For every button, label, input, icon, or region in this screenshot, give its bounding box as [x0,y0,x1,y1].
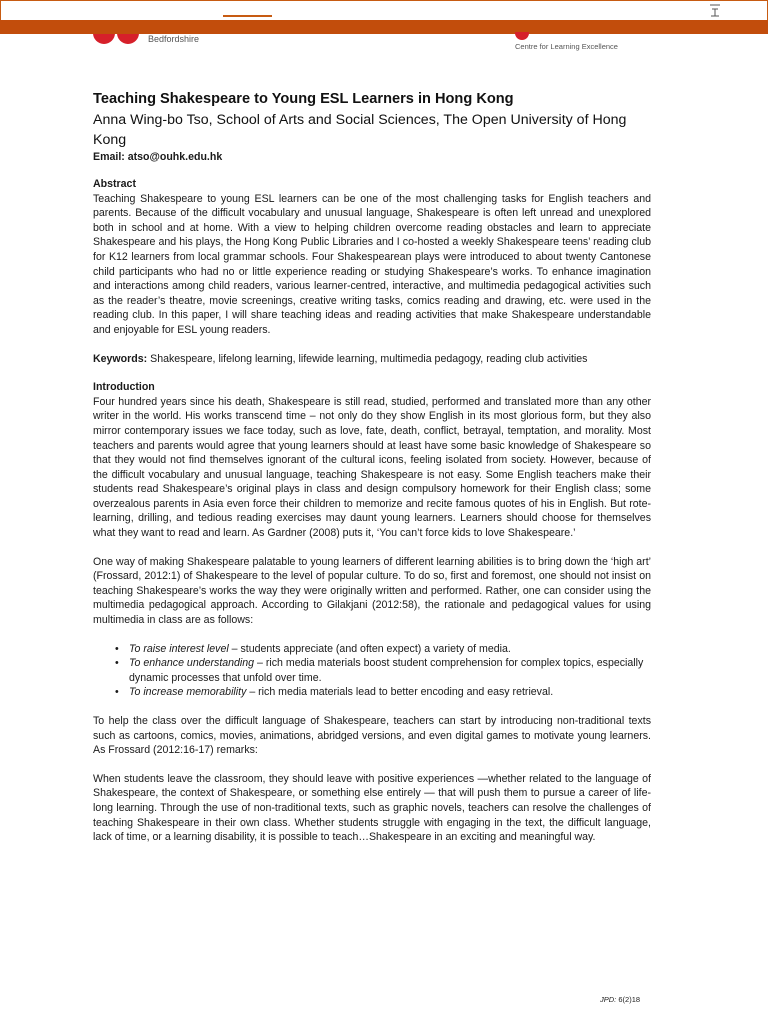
list-item-term: To increase memorability [129,686,247,699]
toolbar-border [0,0,768,20]
paper-title: Teaching Shakespeare to Young ESL Learners in Hong Kong [93,91,514,107]
introduction-paragraph-2: One way of making Shakespeare palatable to young learners of different learning abilities is to bring down the ‘high art’ (Frossard, 2012:1) of Shakespeare to the level of popular culture. To do so, first and foremost, one should not insist on teaching Shakespeare’s works the way they were originally written and performed. Rather, one can consider using the multimedia pedagogical approach. According to Gilakjani (2012:58), the rationale and pedagogical values for using multimedia in class are as follows: [93,555,651,627]
list-item [93,642,651,657]
centre-logo-shape [515,32,529,40]
abstract-heading: Abstract [93,178,136,190]
keywords-text: Shakespeare, lifelong learning, lifewide learning, multimedia pedagogy, reading club activities [150,352,588,365]
multimedia-benefits-list [93,642,651,700]
list-item-text: – rich media materials lead to better encoding and easy retrieval. [246,686,554,699]
menu-icon[interactable] [708,2,722,18]
journal-abbrev: JPD: [600,995,617,1004]
list-item-term: To enhance understanding [129,657,255,670]
list-item [93,656,651,685]
centre-logo [515,32,529,42]
list-item-text: – rich media materials boost student comprehension for complex topics, especially dynamic processes that unfold over time. [129,657,644,684]
centre-logo-text: Centre for Learning Excellence [515,42,618,51]
bullet-icon: • [115,657,119,670]
bullet-icon: • [115,642,119,655]
logo-shape-left [93,34,115,44]
issue-number: 6(2)18 [618,995,641,1004]
block-quote: When students leave the classroom, they should leave with positive experiences —whether related to the language of Shakespeare, the context of Shakespeare, or something else entirely — that will push them to pursue a career of life-long learning. Through the use of non-traditional texts, such as graphic novels, teachers can resolve the challenges of teaching Shakespeare in their own class. Whether students struggle with engaging in the text, the difficult language, lack of time, or a learning disability, it is possible to teach…Shakespeare in an exciting and meaningful way. [93,772,651,844]
author-line: Anna Wing-bo Tso, School of Arts and Social Sciences, The Open University of Hong Kong [93,112,627,148]
list-item [93,685,651,700]
list-item-text: – students appreciate (and often expect) a variety of media. [228,642,511,655]
paper-body [93,88,651,845]
list-item-term: To raise interest level [129,642,229,655]
keywords-label: Keywords: [93,352,148,365]
active-tab-indicator[interactable] [223,15,272,17]
keywords-line [93,352,651,367]
top-toolbar [0,0,768,34]
bullet-icon: • [115,686,119,699]
header-accent-bar [0,20,768,34]
page-footer [600,995,640,1004]
introduction-paragraph-3: To help the class over the difficult language of Shakespeare, teachers can start by introducing non-traditional texts such as cartoons, comics, movies, animations, abridged versions, and even digital games to motivate young learners. As Frossard (2012:16-17) remarks: [93,715,651,757]
abstract-text: Teaching Shakespeare to young ESL learners can be one of the most challenging tasks for English teachers and parents. Because of the difficult vocabulary and unusual language, Shakespeare is often left unread and unexplored both in school and at home. With a view to helping children overcome reading obstacles and learn to appreciate Shakespeare and his plays, the Hong Kong Public Libraries and I co-hosted a weekly Shakespeare teens’ reading club for K12 learners from local grammar schools. Four Shakespearean plays were introduced to about twenty Cantonese child participants who had no or little experience reading or studying Shakespeare’s works. To enhance imagination and interactions among child readers, various learner-centred, interactive, and multimedia pedagogical activities such as the reader’s theatre, movie screenings, creative writing tasks, comics reading and drawing, etc. were used in the reading club. In this paper, I will share teaching ideas and reading activities that make Shakespeare understandable and enjoyable for ESL young readers. [93,192,651,336]
introduction-paragraph-1: Four hundred years since his death, Shakespeare is still read, studied, performed and translated more than any other writer in the world. His works transcend time – not only do they show English in its most glorious form, but they also mirror contemporary issues we face today, such as love, fate, death, conflict, betrayal, temptation, and morality. Most teachers and parents would agree that young learners should at least have some basic knowledge of Shakespeare so that they would not find themselves ignorant of the cultural icons, feeling isolated from society. However, because of the difficult vocabulary and unusual language, teaching Shakespeare is not easy. Some English teachers make their students read Shakespeare’s original plays in class and design compulsory homework for their English class; some overzealous parents in Asia even force their children to memorize and recite famous quotes of his in English. But rote-learning, drilling, and tedious reading exercises may daunt young learners. Learners should choose for themselves what they want to read and learn. As Gardner (2008) puts it, ‘You can’t force kids to love Shakespeare.’ [93,395,651,540]
author-email: Email: atso@ouhk.edu.hk [93,151,223,163]
university-logo [93,34,143,44]
introduction-heading: Introduction [93,381,155,394]
university-logo-text: Bedfordshire [148,34,200,44]
logo-shape-right [117,34,139,44]
